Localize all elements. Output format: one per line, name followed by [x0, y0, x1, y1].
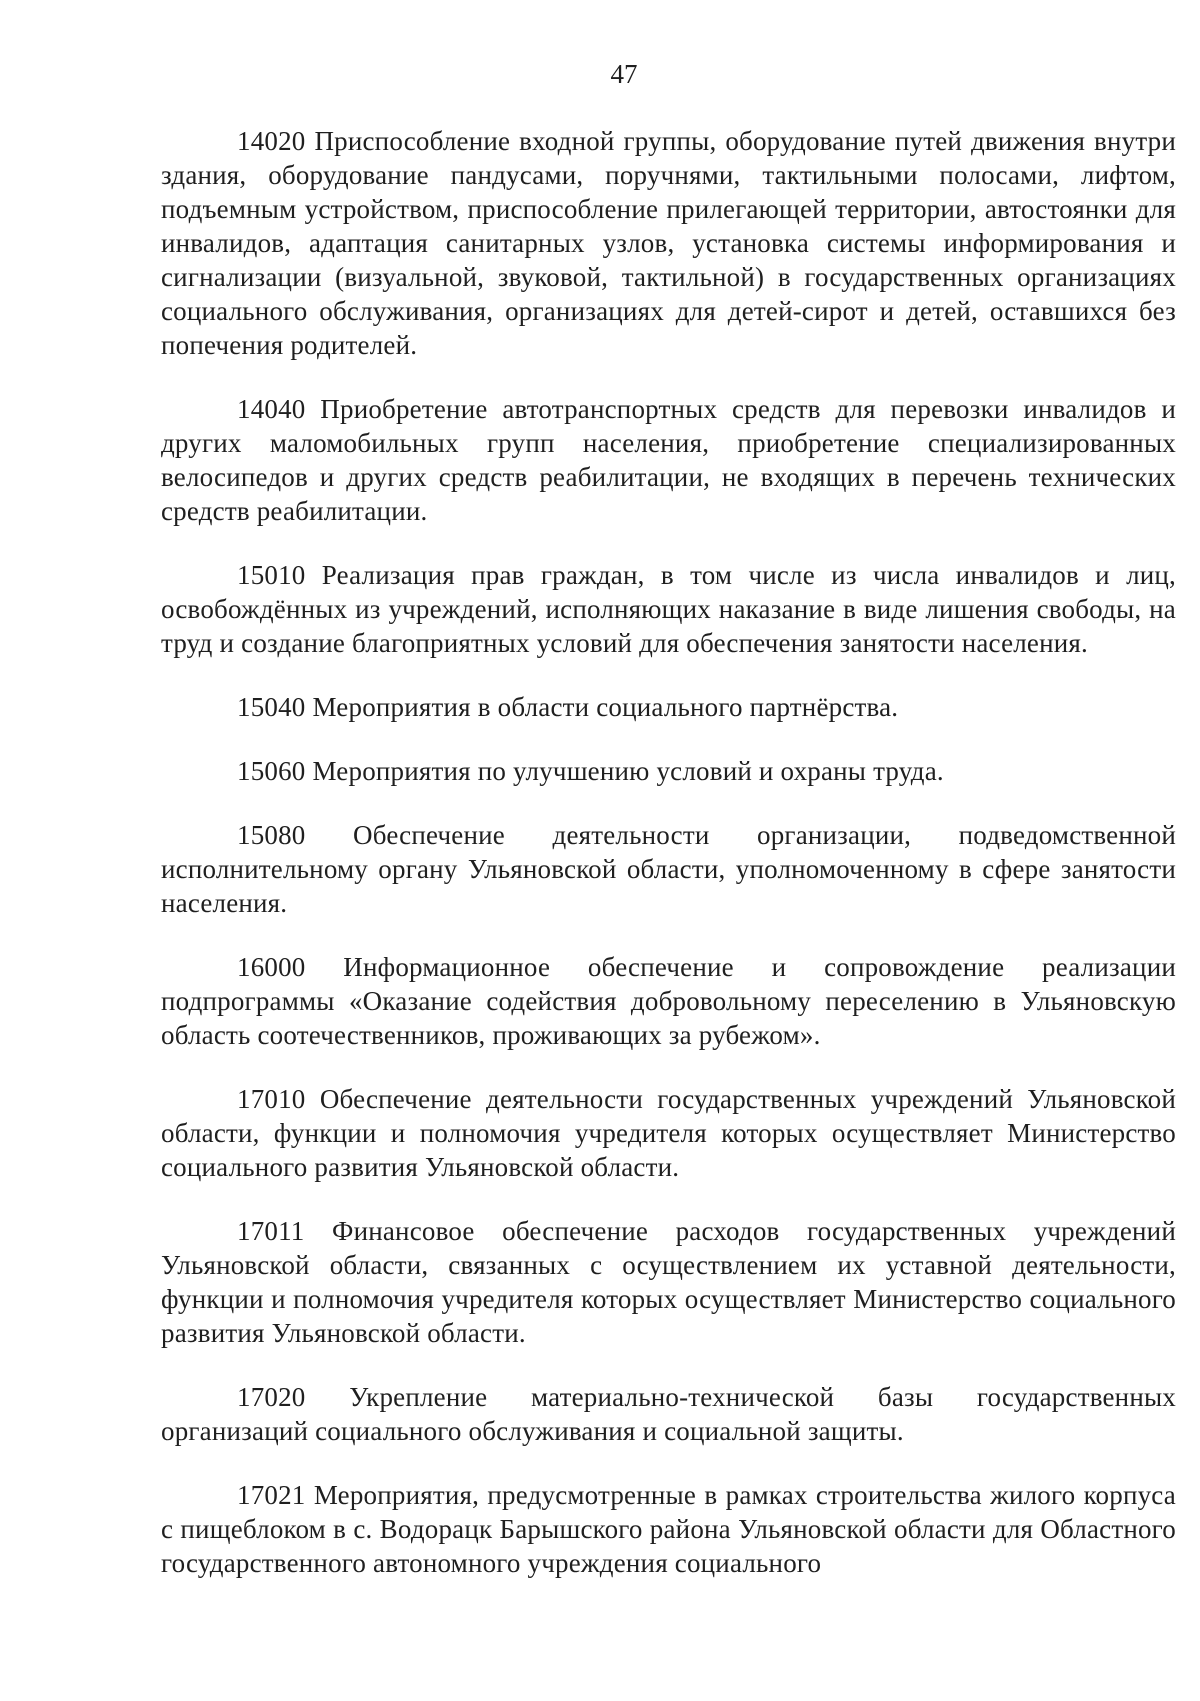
paragraph-14040 — [161, 392, 1176, 528]
paragraph-code: 15040 — [237, 692, 306, 722]
paragraph-16000 — [161, 950, 1176, 1052]
paragraph-code: 15010 — [237, 560, 306, 590]
paragraph-14020 — [161, 124, 1176, 362]
paragraph-text: Приспособление входной группы, оборудование путей движения внутри здания, оборудование пандусами, поручнями, тактильными полосами, лифтом, подъемным устройством, приспособление прилегающей территории, автостоянки для инвалидов, адаптация санитарных узлов, установка системы информирования и сигнализации (визуальной, звуковой, тактильной) в государственных организациях социального обслуживания, организациях для детей-сирот и детей, оставшихся без попечения родителей. — [161, 126, 1177, 360]
paragraph-17011 — [161, 1214, 1176, 1350]
paragraph-text: Укрепление материально-технической базы государственных организаций социального обслуживания и социальной защиты. — [161, 1382, 1177, 1446]
paragraph-text: Финансовое обеспечение расходов государственных учреждений Ульяновской области, связанных с осуществлением их уставной деятельности, функции и полномочия учредителя которых осуществляет Министерство социального развития Ульяновской области. — [161, 1216, 1176, 1348]
paragraph-17010 — [161, 1082, 1176, 1184]
paragraph-code: 17011 — [237, 1216, 305, 1246]
paragraph-code: 15080 — [237, 820, 306, 850]
paragraph-code: 14020 — [237, 126, 306, 156]
paragraph-17020 — [161, 1380, 1176, 1448]
paragraph-text: Реализация прав граждан, в том числе из числа инвалидов и лиц, освобождённых из учреждений, исполняющих наказание в виде лишения свободы, на труд и создание благоприятных условий для обеспечения занятости населения. — [161, 560, 1176, 658]
paragraph-15040 — [161, 690, 1176, 724]
page-number: 47 — [610, 59, 638, 89]
paragraph-text: Мероприятия в области социального партнёрства. — [312, 692, 899, 722]
paragraph-code: 14040 — [237, 394, 306, 424]
paragraph-code: 17020 — [237, 1382, 306, 1412]
paragraph-text: Мероприятия по улучшению условий и охраны труда. — [312, 756, 944, 786]
paragraph-code: 17010 — [237, 1084, 306, 1114]
paragraph-text: Информационное обеспечение и сопровождение реализации подпрограммы «Оказание содействия добровольному переселению в Ульяновскую область соотечественников, проживающих за рубежом». — [161, 952, 1177, 1050]
paragraph-15080 — [161, 818, 1176, 920]
paragraph-code: 17021 — [237, 1480, 306, 1510]
paragraph-15010 — [161, 558, 1176, 660]
paragraph-text: Мероприятия, предусмотренные в рамках строительства жилого корпуса с пищеблоком в с. Водорацк Барышского района Ульяновской области для Областного государственного автономного учреждения социального — [161, 1480, 1176, 1578]
document-body — [161, 124, 1176, 1610]
paragraph-code: 16000 — [237, 952, 306, 982]
paragraph-code: 15060 — [237, 756, 306, 786]
paragraph-17021 — [161, 1478, 1176, 1580]
paragraph-15060 — [161, 754, 1176, 788]
paragraph-text: Приобретение автотранспортных средств для перевозки инвалидов и других маломобильных групп населения, приобретение специализированных велосипедов и других средств реабилитации, не входящих в перечень технических средств реабилитации. — [161, 394, 1176, 526]
paragraph-text: Обеспечение деятельности государственных учреждений Ульяновской области, функции и полномочия учредителя которых осуществляет Министерство социального развития Ульяновской области. — [161, 1084, 1177, 1182]
paragraph-text: Обеспечение деятельности организации, подведомственной исполнительному органу Ульяновской области, уполномоченному в сфере занятости населения. — [161, 820, 1177, 918]
